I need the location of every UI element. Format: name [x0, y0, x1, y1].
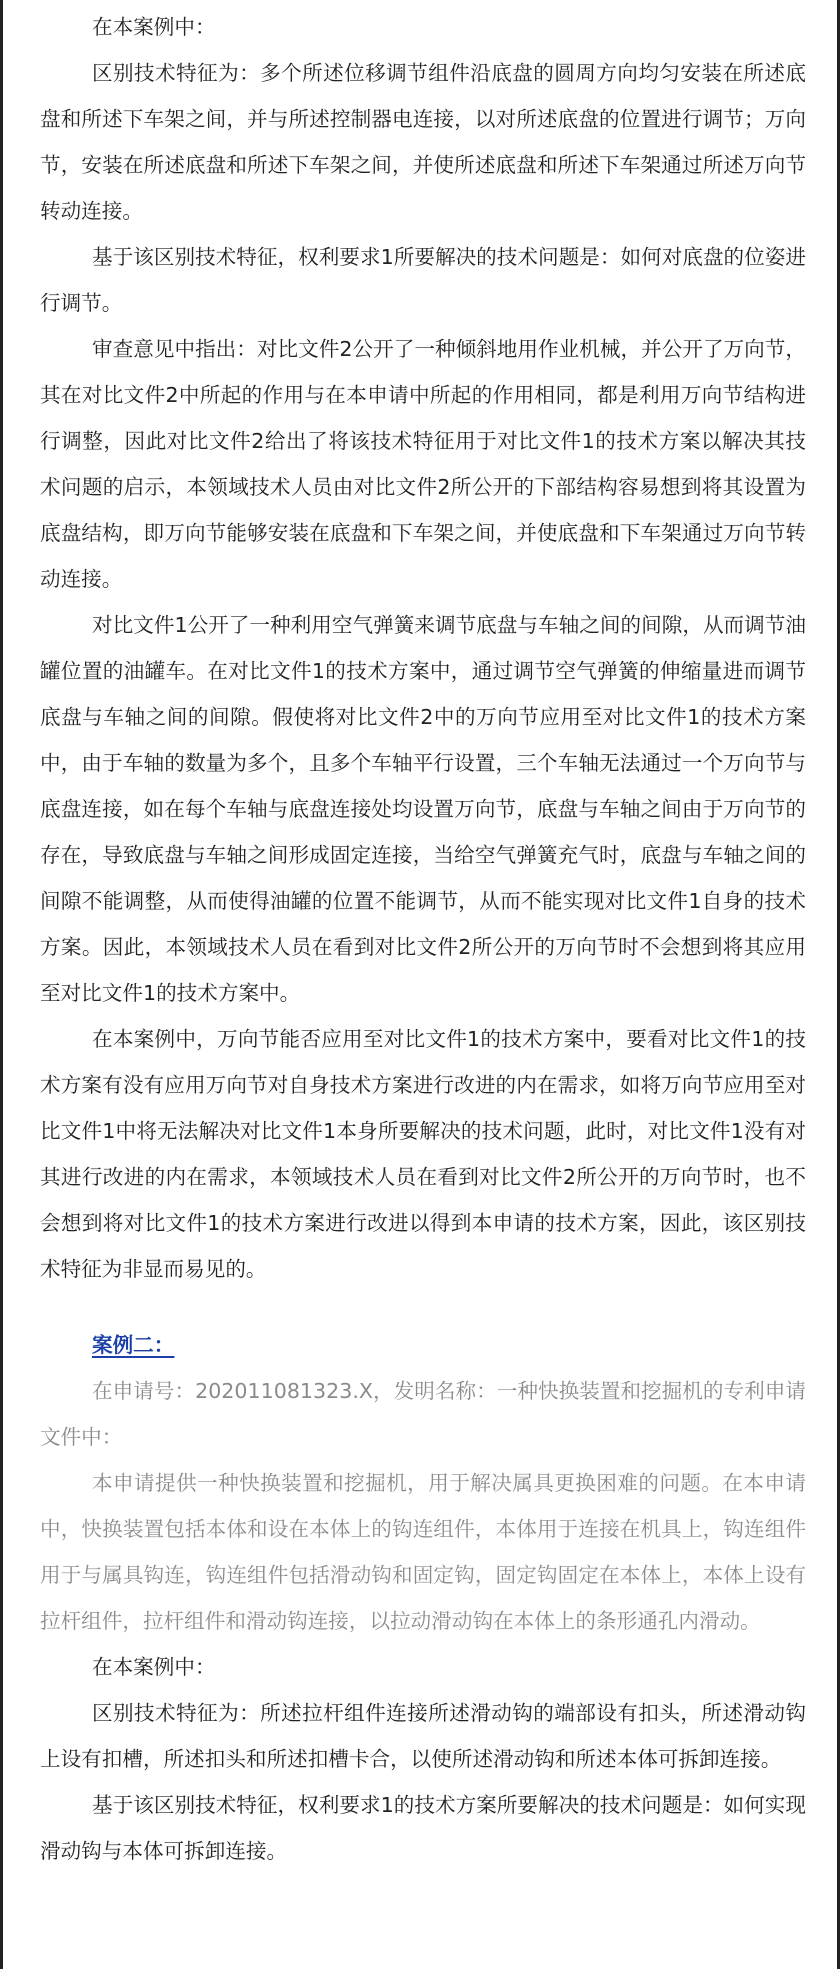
article-body	[40, 4, 806, 1874]
paragraph: 区别技术特征为：多个所述位移调节组件沿底盘的圆周方向均匀安装在所述底盘和所述下车架之间，并与所述控制器电连接，以对所述底盘的位置进行调节；万向节，安装在所述底盘和所述下车架之间，并使所述底盘和所述下车架通过所述万向节转动连接。	[40, 61, 806, 223]
paragraph: 在本案例中，万向节能否应用至对比文件1的技术方案中，要看对比文件1的技术方案有没有应用万向节对自身技术方案进行改进的内在需求，如将万向节应用至对比文件1中将无法解决对比文件1本身所要解决的技术问题，此时，对比文件1没有对其进行改进的内在需求，本领域技术人员在看到对比文件2所公开的万向节时，也不会想到将对比文件1的技术方案进行改进以得到本申请的技术方案，因此，该区别技术特征为非显而易见的。	[40, 1027, 806, 1281]
paragraph: 区别技术特征为：所述拉杆组件连接所述滑动钩的端部设有扣头，所述滑动钩上设有扣槽，所述扣头和所述扣槽卡合，以使所述滑动钩和所述本体可拆卸连接。	[40, 1701, 806, 1771]
paragraph: 审查意见中指出：对比文件2公开了一种倾斜地用作业机械，并公开了万向节，其在对比文件2中所起的作用与在本申请中所起的作用相同，都是利用万向节结构进行调整，因此对比文件2给出了将该技术特征用于对比文件1的技术方案以解决其技术问题的启示，本领域技术人员由对比文件2所公开的下部结构容易想到将其设置为底盘结构，即万向节能够安装在底盘和下车架之间，并使底盘和下车架通过万向节转动连接。	[40, 337, 806, 591]
paragraph-gray: 本申请提供一种快换装置和挖掘机，用于解决属具更换困难的问题。在本申请中，快换装置包括本体和设在本体上的钩连组件，本体用于连接在机具上，钩连组件用于与属具钩连，钩连组件包括滑动钩和固定钩，固定钩固定在本体上，本体上设有拉杆组件，拉杆组件和滑动钩连接，以拉动滑动钩在本体上的条形通孔内滑动。	[40, 1471, 806, 1633]
paragraph: 对比文件1公开了一种利用空气弹簧来调节底盘与车轴之间的间隙，从而调节油罐位置的油罐车。在对比文件1的技术方案中，通过调节空气弹簧的伸缩量进而调节底盘与车轴之间的间隙。假使将对比文件2中的万向节应用至对比文件1的技术方案中，由于车轴的数量为多个，且多个车轴平行设置，三个车轴无法通过一个万向节与底盘连接，如在每个车轴与底盘连接处均设置万向节，底盘与车轴之间由于万向节的存在，导致底盘与车轴之间形成固定连接，当给空气弹簧充气时，底盘与车轴之间的间隙不能调整，从而使得油罐的位置不能调节，从而不能实现对比文件1自身的技术方案。因此，本领域技术人员在看到对比文件2所公开的万向节时不会想到将其应用至对比文件1的技术方案中。	[40, 613, 806, 1005]
paragraph-gray: 在申请号：202011081323.X，发明名称：一种快换装置和挖掘机的专利申请文件中：	[40, 1379, 806, 1449]
section-spacer	[40, 1292, 806, 1322]
paragraph: 在本案例中：	[92, 15, 216, 39]
paragraph: 基于该区别技术特征，权利要求1的技术方案所要解决的技术问题是：如何实现滑动钩与本体可拆卸连接。	[40, 1793, 806, 1863]
paragraph: 基于该区别技术特征，权利要求1所要解决的技术问题是：如何对底盘的位姿进行调节。	[40, 245, 806, 315]
paragraph: 在本案例中：	[92, 1655, 216, 1679]
case-two-heading: 案例二：	[92, 1333, 175, 1357]
